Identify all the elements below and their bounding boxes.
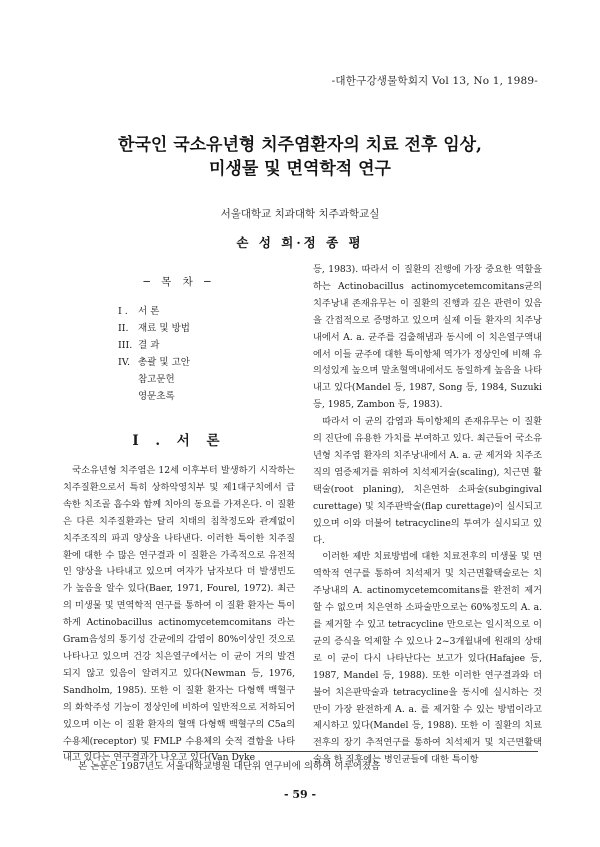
left-column: [63, 262, 295, 767]
title-line-2: 미생물 및 면역학적 연구: [209, 159, 391, 179]
journal-header: -대한구강생물학회지 Vol 13, No 1, 1989-: [331, 75, 538, 87]
body-paragraph: 따라서 이 균의 감염과 특이항체의 존재유무는 이 질환의 진단에 유용한 가치를 부여하고 있다. 최근들어 국소유년형 치주염 환자의 치주낭내에서 A. a. 균 제거와 치주조직의 염증제거를 위하여 치석제거술(scaling), 치근면 활택술(root planing), 치은연하 소파술(subgingival curettage) 및 치주판박술(flap curettage)이 실시되고 있으며 이와 더불어 tetracycline의 투여가 실시되고 있다.: [313, 416, 542, 546]
toc-sub-item: 참고문헌: [138, 374, 175, 385]
toc-item: IV. 총괄 및 고안: [118, 357, 190, 368]
table-of-contents: [63, 303, 295, 405]
toc-item: II. 재료 및 방법: [118, 323, 190, 334]
footnote-divider: [63, 751, 538, 752]
authors: 손 성 희·정 종 평: [236, 235, 364, 250]
footnote: 본 논문은 1987년도 서울대학교병원 대단위 연구비에 의하여 이루어졌음: [78, 761, 381, 772]
body-paragraph: 이러한 제반 치료방법에 대한 치료전후의 미생물 및 면역학적 연구를 통하여 치석제거 및 치근면활택술로는 치주낭내의 A. actinomycetemcomitans를 완전히 제거할 수 없으며 치은연하 소파술만으로는 60%정도의 A. a. 를 제거할 수 있고 tetracycline 만으로는 일시적으로 이 균의 증식을 억제할 수 있으나 2~3개월내에 원래의 상태로 이 균이 다시 나타난다는 보고가 있다(Hafajee 등, 1987, Mandel 등, 1988). 또한 이러한 연구결과와 더불어 치은판막술과 tetracycline을 동시에 실시하는 것만이 가장 완전하게 A. a. 를 제거할 수 있는 방법이라고 제시하고 있다(Mandel 등, 1988). 또한 이 질환의 치료전후의 장기 추적연구를 통하여 치석제거 및 치근면활택술을 한 직후에는 병인균들에 대한 특이항: [313, 551, 542, 766]
body-paragraph: 등, 1983). 따라서 이 질환의 진행에 가장 중요한 역할을 하는 Actinobacillus actinomycetemcomitans균의 치주낭내 존재유무는 이 질환의 진행과 깊은 관련이 있음을 간접적으로 증명하고 있으며 실제 이들 환자의 치주낭내에서 A. a. 균주를 검출해냄과 동시에 이 치은열구액내에서 이들 균주에 대한 특이항체 역가가 정상인에 비해 유의성있게 높으며 말초혈액내에서도 동일하게 높음을 나타내고 있다(Mandel 등, 1987, Song 등, 1984, Suzuki 등, 1985, Zambon 등, 1983).: [313, 264, 542, 411]
right-column: [313, 262, 542, 769]
toc-heading: ─ 목 차 ─: [143, 276, 215, 288]
toc-item: III. 결 과: [118, 340, 160, 351]
paper-title: [0, 133, 600, 181]
page-number: - 59 -: [283, 788, 317, 801]
toc-sub-item: 영문초록: [138, 391, 175, 402]
title-line-1: 한국인 국소유년형 치주염환자의 치료 전후 임상,: [118, 135, 482, 155]
affiliation: 서울대학교 치과대학 치주과학교실: [220, 208, 380, 220]
intro-heading: I . 서 론: [132, 433, 226, 449]
toc-item: I . 서 론: [118, 306, 160, 317]
body-paragraph: 국소유년형 치주염은 12세 이후부터 발생하기 시작하는 치주질환으로서 특히 상하악영치부 및 제1대구치에서 급속한 치조골 흡수와 함께 치아의 동요를 가져온다. 이 질환은 다른 치주질환과는 달리 치태의 침착정도와 관계없이 치주조직의 파괴 양상을 나타낸다. 이러한 특이한 치주질환에 대한 수 많은 연구결과 이 질환은 가족적으로 유전적인 양상을 나타내고 있으며 여자가 남자보다 더 발생빈도가 높음을 알수 있다(Baer, 1971, Fourel, 1972). 최근의 미생물 및 면역학적 연구를 통하여 이 질환 환자는 특이하게 Actinobacillus actinomycetemcomitans 라는 Gram음성의 통기성 간균에의 감염이 80%이상인 것으로 나타나고 있으며 건강 치은열구에서는 이 균이 거의 발견되지 않고 있음이 알려지고 있다(Newman 등, 1976, Sandholm, 1985). 또한 이 질환 환자는 다형핵 백혈구의 화학주성 기능이 정상인에 비하여 일반적으로 저하되어 있으며 이는 이 질환 환자의 혈액 다형핵 백혈구의 C5a의 수용체(receptor) 및 FMLP 수용체의 숫적 결함을 나타내고 있다는 연구결과가 나오고 있다(Van Dyke: [63, 465, 295, 764]
